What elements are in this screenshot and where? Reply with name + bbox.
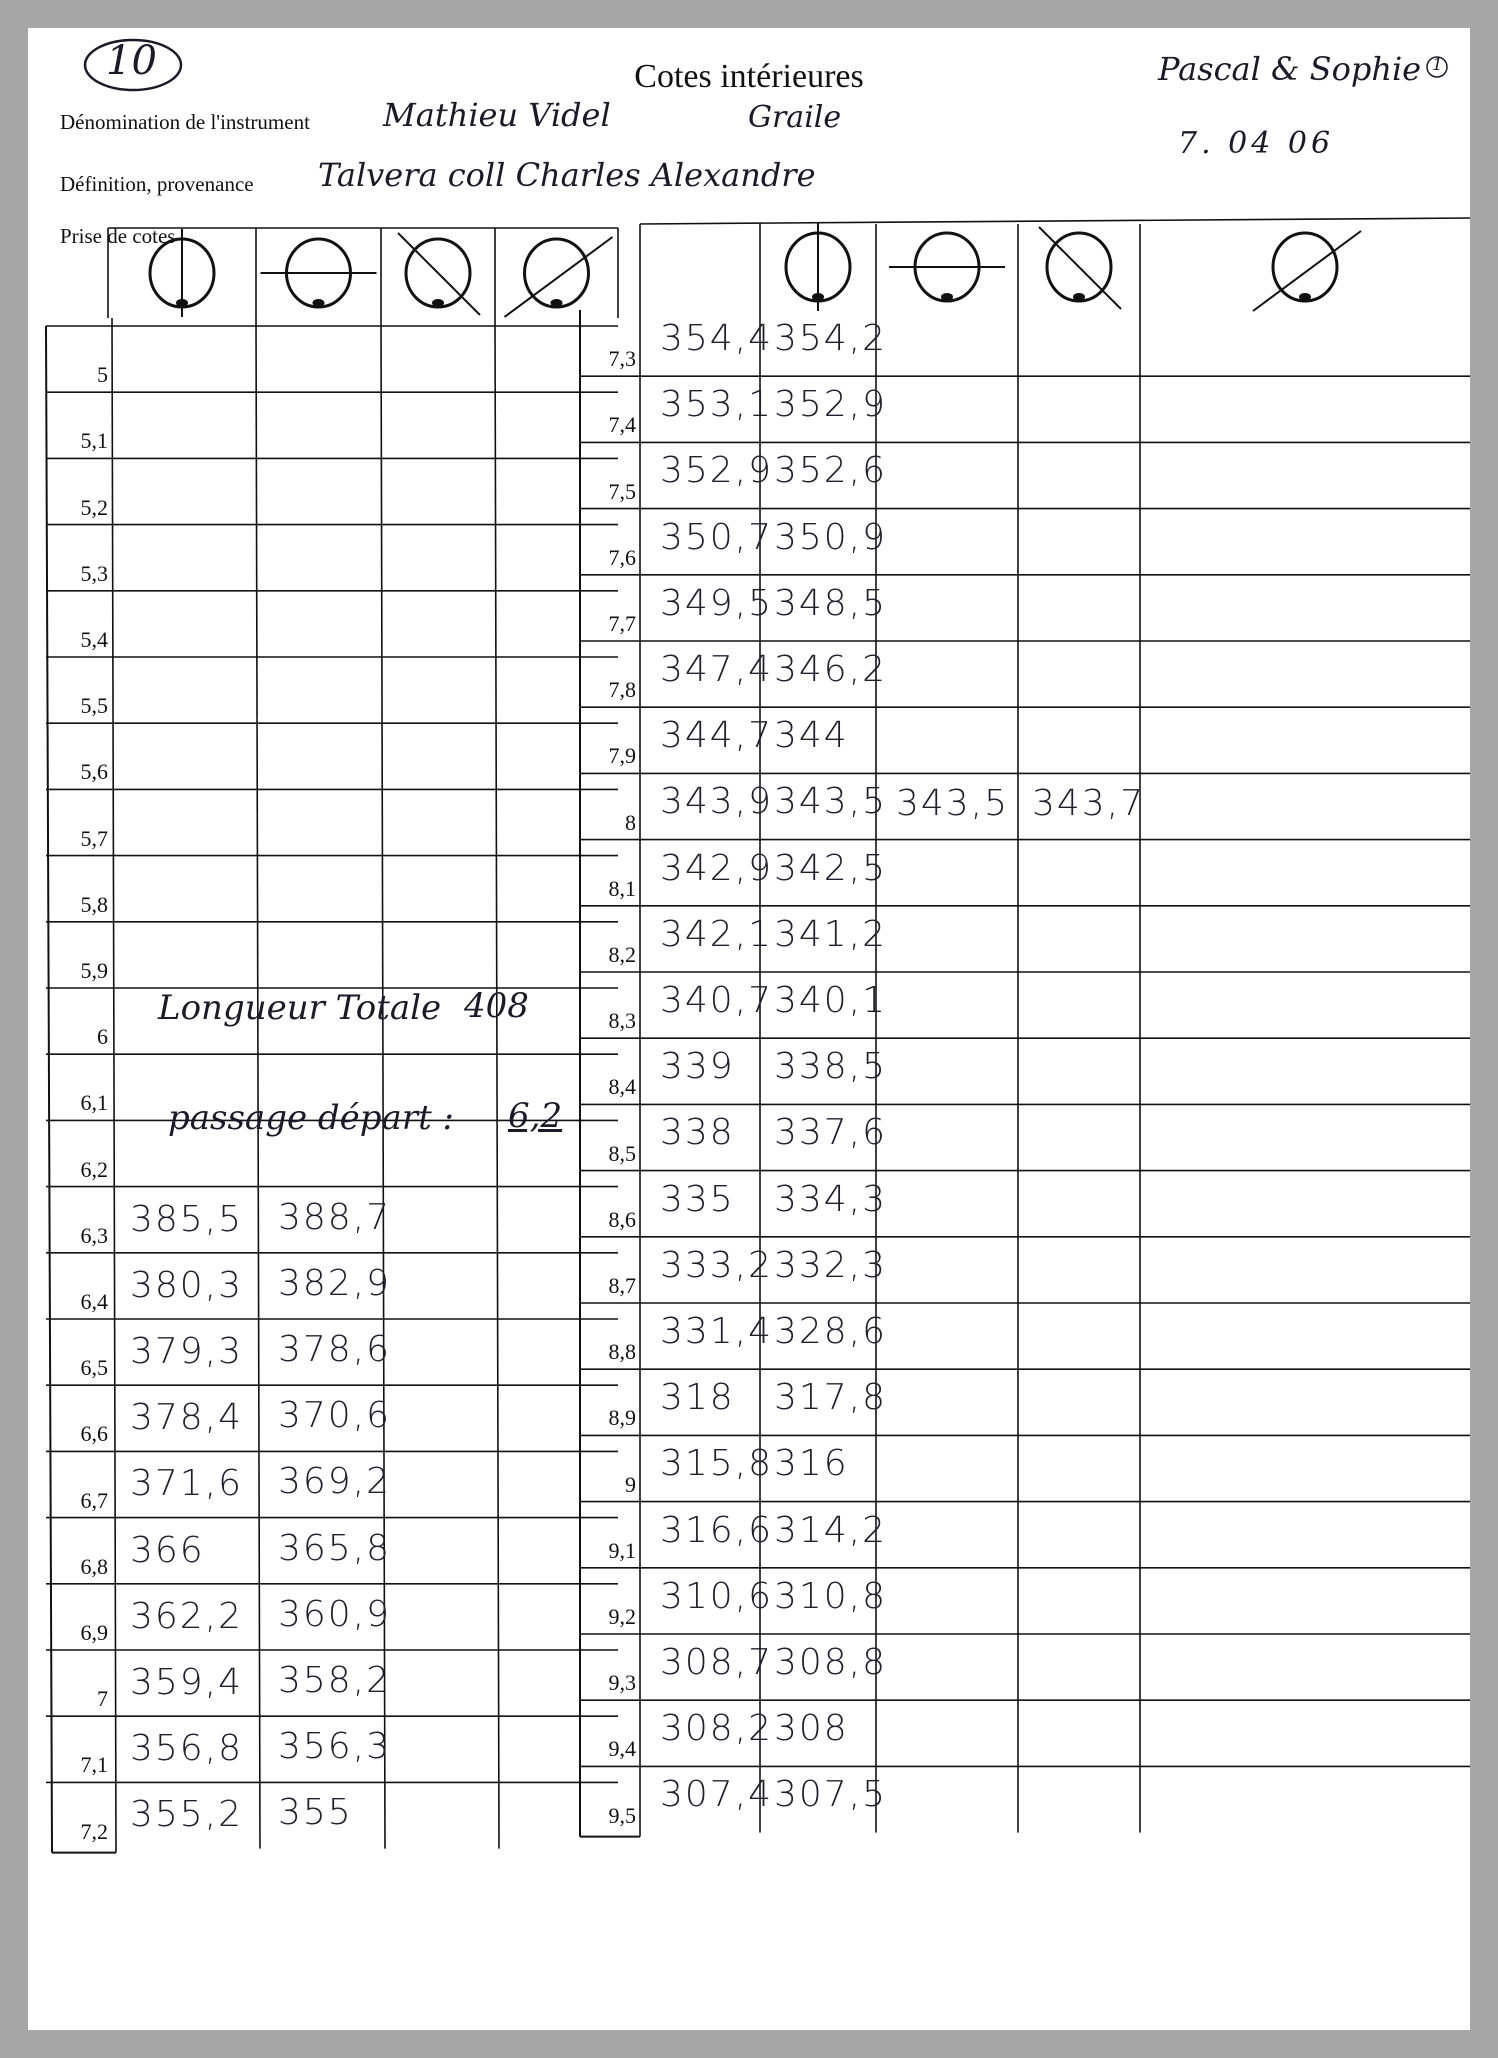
measurement-cell: 344 [774,715,849,757]
measurement-cell: 314,2 [774,1509,888,1551]
row-position: 8,7 [608,1273,636,1298]
row-position: 7,1 [80,1752,108,1778]
row-position: 9,5 [608,1802,636,1828]
page-title: Cotes intérieures [634,58,864,95]
measurement-cell: 382,9 [278,1262,392,1304]
provenance-value: Talvera coll Charles Alexandre [318,156,816,194]
measurement-cell: 356,8 [130,1728,244,1770]
row-position: 8,3 [608,1008,636,1034]
measurement-cell: 308,7 [660,1642,774,1683]
row-position: 8,1 [608,875,636,901]
instrument-value: Mathieu Videl [383,96,611,134]
row-position: 5,7 [80,825,108,851]
row-position: 9,2 [608,1604,636,1629]
row-position: 7,9 [608,743,636,769]
left-diagonal-down-diameter-icon [398,233,480,315]
row-position: 7 [97,1686,108,1712]
row-position: 8,4 [608,1074,636,1100]
row-position: 7,3 [608,346,636,372]
right-vertical-diameter-icon [786,223,850,311]
row-position: 6,6 [80,1421,108,1447]
row-position: 7,2 [80,1818,108,1844]
authors: Pascal & Sophie [1158,50,1422,88]
measurement-cell: 352,9 [660,450,774,492]
measurement-cell: 342,5 [774,847,888,889]
measurement-cell: 340,1 [774,980,888,1021]
measurement-cell: 318 [660,1377,735,1419]
measurement-cell: 340,7 [660,980,774,1021]
measurement-sheet [28,28,1470,2030]
row-position: 7,5 [608,478,636,504]
measurement-cell: 307,4 [660,1774,774,1816]
measurement-cell: 317,8 [774,1377,888,1419]
measurement-cell: 358,2 [278,1660,392,1701]
measurement-cell: 343,7 [1032,783,1146,825]
measurement-cell: 316 [774,1443,849,1485]
measurement-cell: 355,2 [130,1794,244,1836]
measurement-cell: 308 [774,1708,849,1750]
row-position: 6,4 [80,1289,108,1314]
measurement-cell: 342,9 [660,847,774,889]
right-diagonal-up-diameter-icon [1253,231,1361,311]
instrument-label: Dénomination de l'instrument [60,110,310,134]
row-position: 7,6 [608,544,636,570]
row-position: 6 [97,1024,108,1050]
row-position: 5,9 [80,958,108,983]
measurement-cell: 388,7 [278,1196,392,1238]
measurement-cell: 316,6 [660,1509,774,1551]
measurement-cell: 371,6 [130,1463,244,1505]
measurement-cell: 353,1 [660,384,774,426]
measurement-cell: 343,5 [774,781,888,823]
measurement-cell: 378,6 [278,1329,392,1370]
measurement-cell: 385,5 [130,1198,244,1240]
measurement-cell: 335 [660,1178,735,1220]
measurement-cell: 369,2 [278,1461,392,1503]
prise-de-cotes-label: Prise de cotes [60,224,176,248]
length-value: 408 [464,986,529,1026]
instrument-extra: Graile [748,100,842,135]
measurement-cell: 338,5 [774,1046,888,1088]
row-position: 8,6 [608,1206,636,1232]
measurement-cell: 339 [660,1046,735,1088]
row-position: 5,2 [80,494,108,520]
measurement-cell: 310,8 [774,1575,888,1617]
row-position: 6,2 [80,1156,108,1182]
row-position: 5,8 [80,891,108,917]
measurement-cell: 333,2 [660,1244,774,1286]
left-horizontal-diameter-icon [261,239,377,307]
measurement-cell: 349,5 [660,582,774,624]
measurement-cell: 343,9 [660,781,774,823]
measurement-cell: 354,2 [774,318,888,359]
row-position: 8,5 [608,1140,636,1166]
left-diagonal-up-diameter-icon [505,237,613,317]
row-position: 6,1 [80,1090,108,1116]
measurement-cell: 334,3 [774,1178,888,1220]
measurement-cell: 379,3 [130,1331,244,1372]
row-position: 5,4 [80,627,108,652]
row-position: 6,8 [80,1553,108,1579]
provenance-label: Définition, provenance [60,172,254,196]
row-position: 5,1 [80,428,108,454]
row-position: 8,8 [608,1339,636,1365]
measurement-cell: 350,9 [774,516,888,558]
row-position: 6,9 [80,1620,108,1645]
measurement-cell: 308,2 [660,1708,774,1750]
row-position: 5,6 [80,759,108,785]
left-vertical-diameter-icon [150,229,214,317]
measurement-cell: 344,7 [660,715,774,757]
measurement-cell: 328,6 [774,1311,888,1352]
row-position: 9 [625,1471,636,1497]
row-position: 8 [625,809,636,835]
passage-value: 6,2 [508,1096,563,1136]
measurement-cell: 343,5 [896,783,1010,825]
measurement-cell: 352,6 [774,450,888,492]
row-position: 5,5 [80,693,108,719]
row-position: 5,3 [80,560,108,586]
measurement-cell: 338 [660,1112,735,1154]
measurement-cell: 348,5 [774,582,888,624]
row-position: 7,4 [608,412,636,438]
measurement-cell: 331,4 [660,1311,774,1352]
measurement-cell: 342,1 [660,913,774,955]
measurement-cell: 332,3 [774,1244,888,1286]
measurement-cell: 378,4 [130,1397,244,1439]
row-position: 9,1 [608,1537,636,1563]
row-position: 7,8 [608,677,636,703]
measurement-cell: 360,9 [278,1593,392,1635]
measurement-cell: 315,8 [660,1443,774,1485]
row-position: 6,5 [80,1355,108,1381]
sheet-number: 10 [106,38,157,84]
row-position: 9,4 [608,1736,636,1762]
row-position: 8,9 [608,1405,636,1431]
measurement-cell: 354,4 [660,318,774,359]
measurement-cell: 337,6 [774,1112,888,1154]
measurement-cell: 352,9 [774,384,888,426]
measurement-cell: 380,3 [130,1264,244,1306]
row-position: 5 [97,362,108,388]
length-label: Longueur Totale [158,988,442,1028]
measurement-cell: 370,6 [278,1395,392,1437]
measurement-cell: 308,8 [774,1642,888,1683]
measurement-cell: 346,2 [774,649,888,690]
measurement-cell: 356,3 [278,1726,392,1768]
row-position: 6,3 [80,1222,108,1248]
measurement-cell: 365,8 [278,1527,392,1569]
passage-label: passage départ : [168,1098,454,1138]
measurement-cell: 355 [278,1792,353,1834]
row-position: 7,7 [608,611,636,636]
measurement-cell: 307,5 [774,1774,888,1816]
row-position: 9,3 [608,1670,636,1696]
measurement-cell: 310,6 [660,1575,774,1617]
right-horizontal-diameter-icon [889,233,1005,301]
row-position: 8,2 [608,942,636,967]
right-diagonal-down-diameter-icon [1039,227,1121,309]
date: 7. 04 06 [1178,126,1335,161]
measurement-cell: 359,4 [130,1662,244,1703]
measurement-cell: 362,2 [130,1595,244,1637]
row-position: 6,7 [80,1487,108,1513]
measurement-cell: 341,2 [774,913,888,955]
author-mark: 1 [1432,55,1443,75]
measurement-cell: 366 [130,1529,205,1571]
measurement-cell: 347,4 [660,649,774,690]
measurement-cell: 350,7 [660,516,774,558]
